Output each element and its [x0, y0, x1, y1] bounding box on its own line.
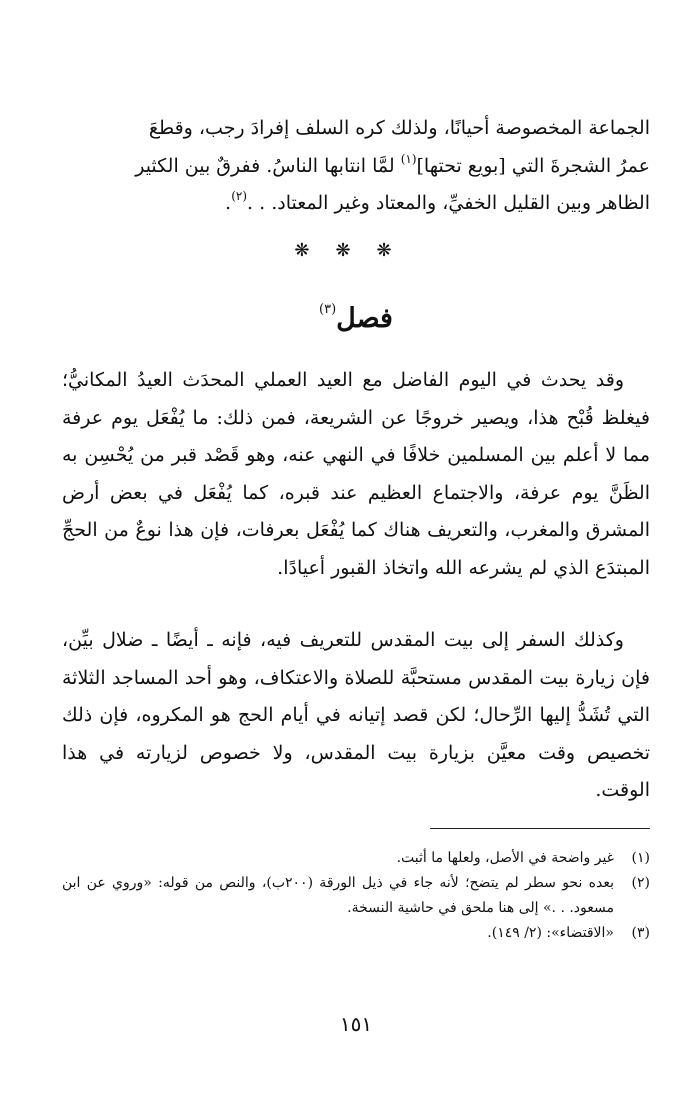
footnote-ref-1: (١): [400, 151, 417, 166]
paragraph-1-line-3-end: .: [225, 192, 232, 214]
paragraph-1-line-2a: عمرُ الشجرةَ التي [بويع تحتها]: [416, 154, 650, 177]
section-separator: [62, 240, 650, 261]
paragraph-section-body-1: [62, 362, 650, 587]
page-number: ١٥١: [339, 1012, 373, 1036]
paragraph-continuation: [62, 110, 650, 223]
paragraph-3-text: وكذلك السفر إلى بيت المقدس للتعريف فيه، فإنه ـ أيضًا ـ ضلال بيِّن، فإن زيارة بيت المقدس مستحبَّة للصلاة والاعتكاف، وهو أحد المساجد الثلاثة التي تُشَدُّ إليها الرِّحال؛ لكن قصد إتيانه في أيام الحج هو المكروه، فإن ذلك تخصيص وقت معيَّن بزيارة بيت المقدس، ولا خصوص لزيارته في هذا الوقت.: [62, 629, 650, 801]
footnote-divider: [430, 828, 650, 829]
footnote-number: (٢): [631, 875, 650, 891]
footnote-ref-3: (٣): [319, 302, 337, 317]
footnote-item: [62, 846, 650, 871]
footnote-number: (٣): [631, 925, 650, 941]
footnote-text: غير واضحة في الأصل، ولعلها ما أثبت.: [396, 850, 614, 866]
footnote-item: [62, 871, 650, 921]
paragraph-1-line-2b: لمَّا انتابها الناسُ. ففرقٌ بين الكثير: [135, 154, 401, 177]
separator-star-icon: ❋: [376, 240, 418, 261]
footnote-item: [62, 921, 650, 946]
book-page: [62, 0, 650, 1104]
paragraph-section-body-2: [62, 622, 650, 810]
section-heading-title: فصل: [336, 303, 393, 334]
paragraph-2-text: وقد يحدث في اليوم الفاضل مع العيد العملي المحدَث العيدُ المكانيُّ؛ فيغلظ قُبْح هذا، ويصير خروجًا عن الشريعة، فمن ذلك: ما يُفْعَل يوم عرفة مما لا أعلم بين المسلمين خلافًا في النهي عنه، وهو قَصْد قبر من يُحْسِن به الظَنَّ يوم عرفة، والاجتماع العظيم عند قبره، كما يُفْعَل في بعض أرض المشرق والمغرب، والتعريف هناك كما يُفْعَل بعرفات، فإن هذا نوعٌ من الحجِّ المبتدَع الذي لم يشرعه الله واتخاذ القبور أعيادًا.: [62, 369, 650, 579]
footnote-ref-2: (٢): [231, 189, 248, 203]
footnotes: [62, 846, 650, 946]
footnote-text: بعده نحو سطر لم يتضح؛ لأنه جاء في ذيل الورقة (٢٠٠ب)، والنص من قوله: «وروي عن ابن مسعود. . .» إلى هنا ملحق في حاشية النسخة.: [62, 875, 614, 916]
paragraph-1-line-1: الجماعة المخصوصة أحيانًا، ولذلك كره السلف إفرادَ رجب، وقطعَ: [148, 117, 650, 139]
paragraph-1-line-3: الظاهر وبين القليل الخفيِّ، والمعتاد وغير المعتاد. . .: [247, 192, 650, 214]
section-heading: [62, 302, 650, 334]
footnote-number: (١): [631, 850, 650, 866]
separator-star-icon: ❋: [294, 240, 336, 261]
separator-star-icon: ❋: [335, 240, 377, 261]
footnote-text: «الاقتضاء»: (٢/ ١٤٩).: [487, 925, 614, 941]
